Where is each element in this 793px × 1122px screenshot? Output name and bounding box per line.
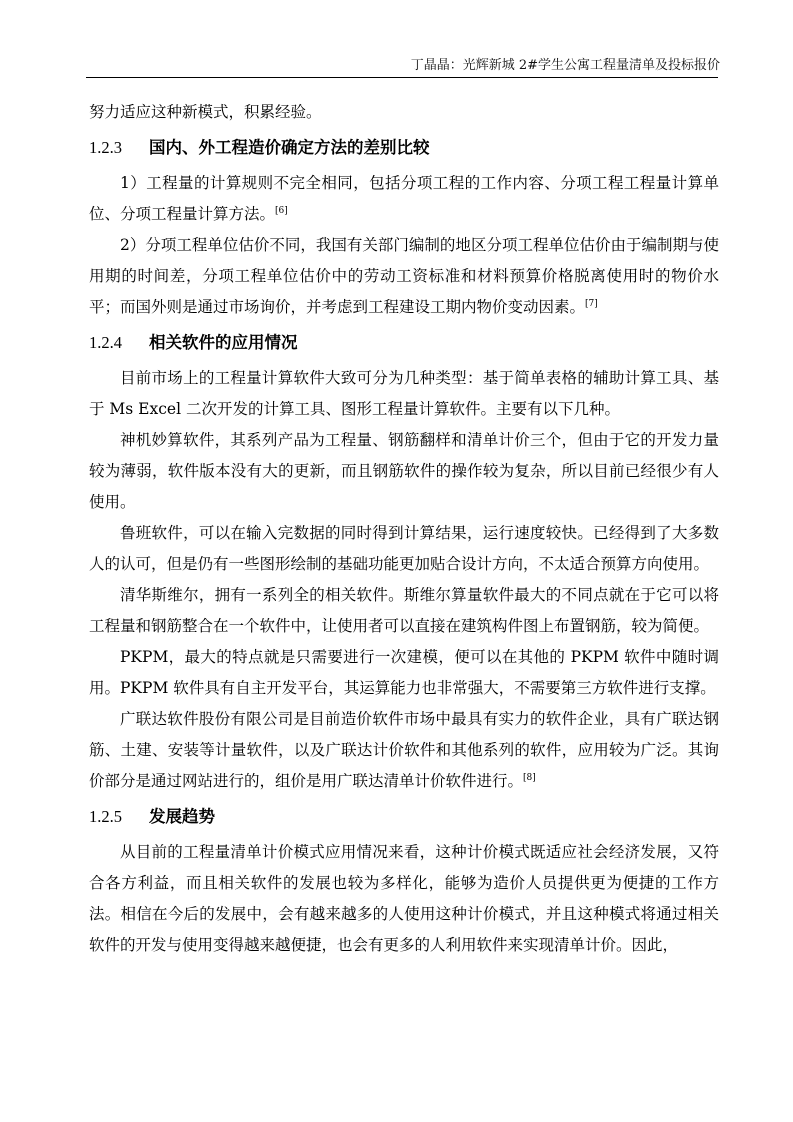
citation-ref: [6] <box>275 206 288 216</box>
section-number: 1.2.5 <box>89 807 122 826</box>
paragraph: 神机妙算软件，其系列产品为工程量、钢筋翻样和清单计价三个，但由于它的开发力量较为薄弱，软件版本没有大的更新，而且钢筋软件的操作较为复杂，所以目前已经很少有人使用。 <box>89 431 719 511</box>
section-heading-1-2-4 <box>89 332 719 354</box>
page-header: 丁晶晶：光辉新城 2#学生公寓工程量清单及投标报价 <box>410 58 720 73</box>
paragraph-text: 2）分项工程单位估价不同，我国有关部门编制的地区分项工程单位估价由于编制期与使用期的时间差，分项工程单位估价中的劳动工资标准和材料预算价格脱离使用时的物价水平；而国外则是通过市场询价，并考虑到工程建设工期内物价变动因素。 <box>89 236 719 316</box>
paragraph: 鲁班软件，可以在输入完数据的同时得到计算结果，运行速度较快。已经得到了大多数人的认可，但是仍有一些图形绘制的基础功能更加贴合设计方向，不太适合预算方向使用。 <box>89 524 719 573</box>
section-title: 国内、外工程造价确定方法的差别比较 <box>149 138 430 157</box>
section-title: 相关软件的应用情况 <box>149 333 298 352</box>
paragraph: 从目前的工程量清单计价模式应用情况来看，这种计价模式既适应社会经济发展，又符合各方利益，而且相关软件的发展也较为多样化，能够为造价人员提供更为便捷的工作方法。相信在今后的发展中，会有越来越多的人使用这种计价模式，并且这种模式将通过相关软件的开发与使用变得越来越便捷，也会有更多的人利用软件来实现清单计价。因此， <box>89 843 719 954</box>
document-body <box>89 97 719 961</box>
paragraph: 目前市场上的工程量计算软件大致可分为几种类型：基于简单表格的辅助计算工具、基于 Ms Excel 二次开发的计算工具、图形工程量计算软件。主要有以下几种。 <box>89 369 719 418</box>
section-heading-1-2-3 <box>89 137 719 159</box>
paragraph-text: 广联达软件股份有限公司是目前造价软件市场中最具有实力的软件企业，具有广联达钢筋、土建、安装等计量软件，以及广联达计价软件和其他系列的软件，应用较为广泛。其询价部分是通过网站进行的，组价是用广联达清单计价软件进行。 <box>89 710 719 790</box>
paragraph <box>89 230 719 323</box>
section-heading-1-2-5 <box>89 806 719 828</box>
citation-ref: [7] <box>585 299 598 309</box>
section-number: 1.2.4 <box>89 333 122 352</box>
citation-ref: [8] <box>523 773 536 783</box>
paragraph: PKPM，最大的特点就是只需要进行一次建模，便可以在其他的 PKPM 软件中随时调用。PKPM 软件具有自主开发平台，其运算能力也非常强大，不需要第三方软件进行支撑。 <box>89 648 719 697</box>
paragraph <box>89 704 719 797</box>
section-number: 1.2.3 <box>89 138 122 157</box>
section-title: 发展趋势 <box>149 807 215 826</box>
paragraph-text: 1）工程量的计算规则不完全相同，包括分项工程的工作内容、分项工程工程量计算单位、分项工程量计算方法。 <box>89 174 719 223</box>
paragraph: 清华斯维尔，拥有一系列全的相关软件。斯维尔算量软件最大的不同点就在于它可以将工程量和钢筋整合在一个软件中，让使用者可以直接在建筑构件图上布置钢筋，较为简便。 <box>89 586 719 635</box>
header-rule <box>86 77 718 78</box>
paragraph-continuation: 努力适应这种新模式，积累经验。 <box>89 103 322 121</box>
paragraph <box>89 168 719 230</box>
